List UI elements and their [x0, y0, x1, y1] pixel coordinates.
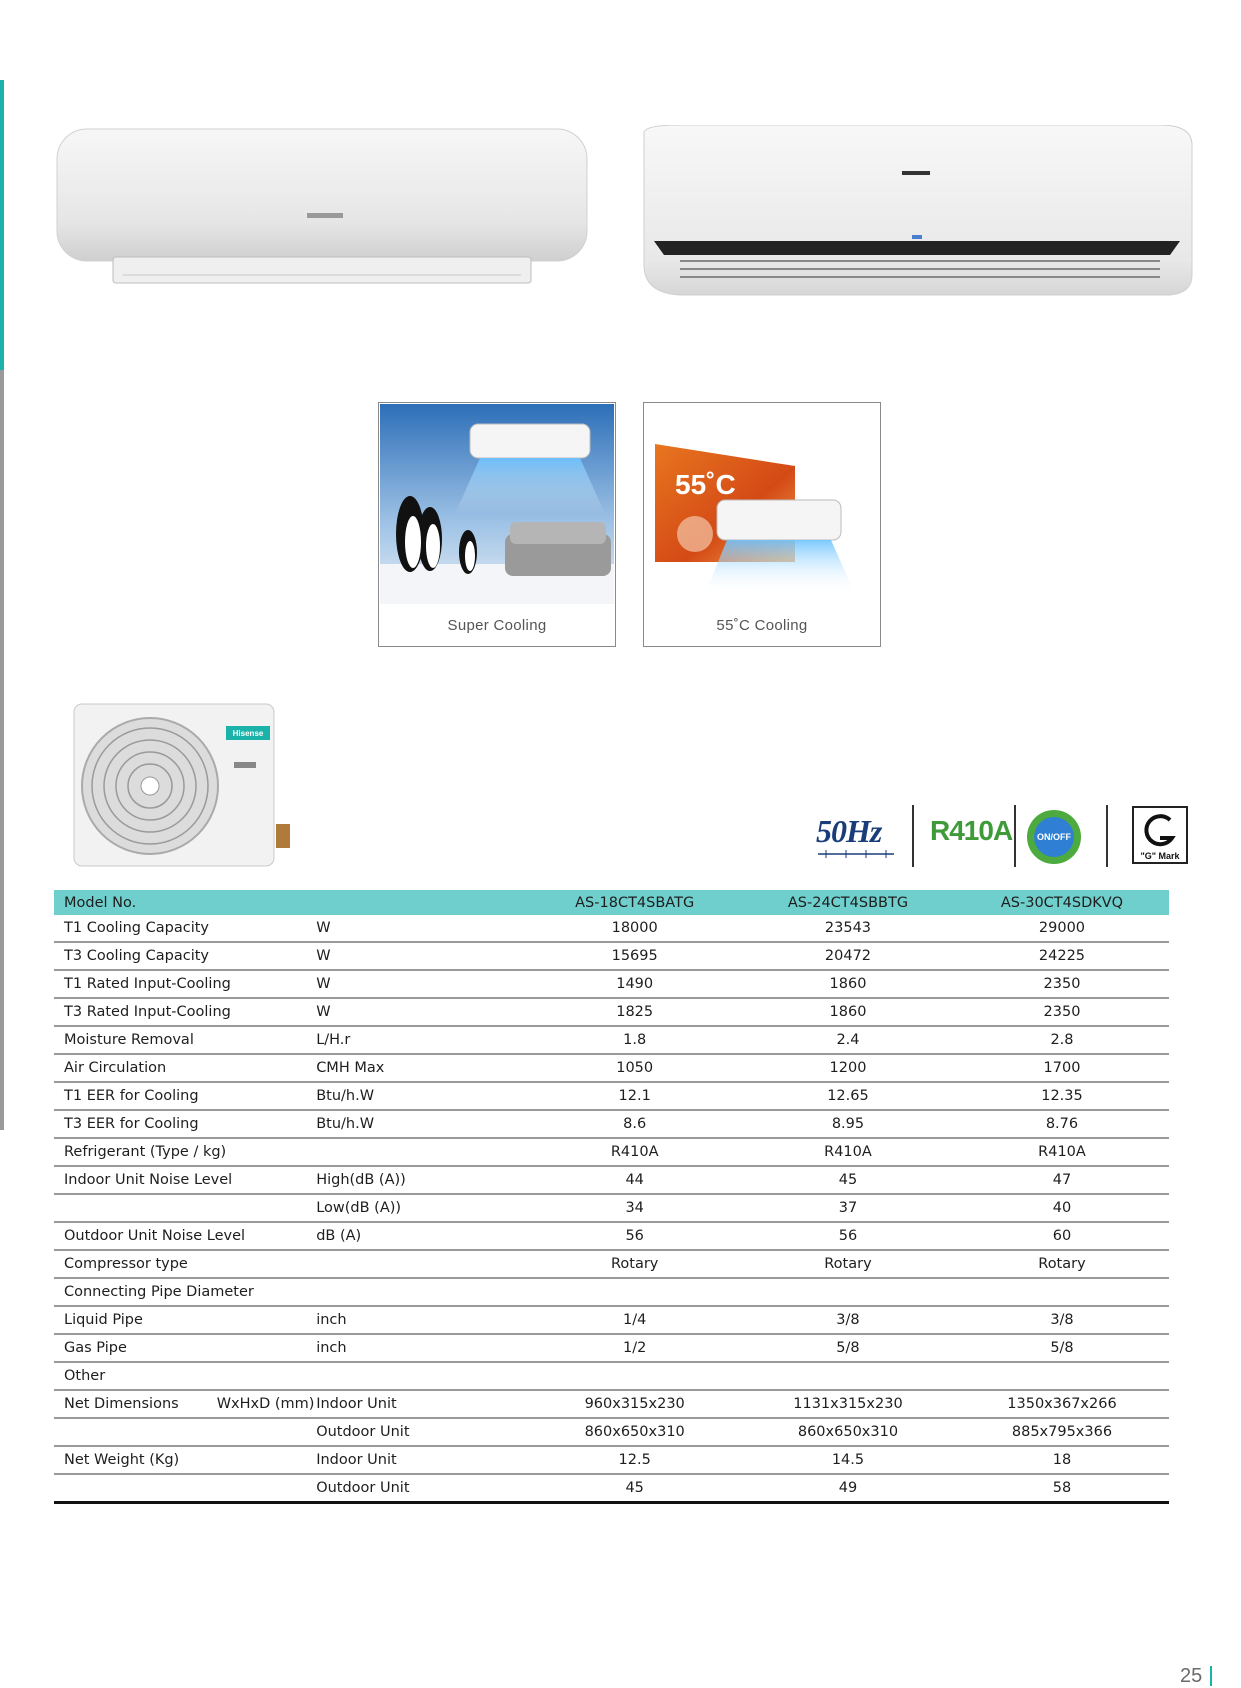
- spec-label: Outdoor Unit Noise Level: [64, 1228, 246, 1244]
- spec-value-model-3: 24225: [955, 942, 1169, 970]
- spec-value-model-3: 2350: [955, 970, 1169, 998]
- spec-row: [54, 1138, 1169, 1166]
- spec-value-model-1: 15695: [528, 942, 741, 970]
- spec-value-model-2: 56: [741, 1222, 955, 1250]
- spec-value-model-3: 58: [955, 1474, 1169, 1503]
- spec-row: [54, 970, 1169, 998]
- spec-value-model-3: 5/8: [955, 1334, 1169, 1362]
- spec-value-model-3: 8.76: [955, 1110, 1169, 1138]
- spec-row: [54, 1334, 1169, 1362]
- spec-label-cell: [54, 1390, 316, 1418]
- spec-label: T3 Rated Input-Cooling: [64, 1004, 231, 1020]
- spec-value-model-3: [955, 1278, 1169, 1306]
- spec-value-model-3: R410A: [955, 1138, 1169, 1166]
- spec-unit: inch: [316, 1334, 528, 1362]
- spec-row: [54, 1418, 1169, 1446]
- spec-value-model-3: 18: [955, 1446, 1169, 1474]
- spec-unit: Indoor Unit: [316, 1446, 528, 1474]
- spec-value-model-2: 5/8: [741, 1334, 955, 1362]
- header-model-label: Model No.: [54, 890, 528, 915]
- spec-label: T3 EER for Cooling: [64, 1116, 199, 1132]
- spec-label-cell: [54, 1306, 316, 1334]
- spec-header-row: [54, 890, 1169, 915]
- spec-value-model-1: 45: [528, 1474, 741, 1503]
- r410a-badge: R410A: [930, 815, 1013, 846]
- spec-unit: W: [316, 915, 528, 942]
- 50hz-badge: 50Hz: [816, 813, 882, 849]
- spec-label-cell: [54, 1222, 316, 1250]
- spec-label: Gas Pipe: [64, 1340, 127, 1356]
- spec-label: Net Dimensions: [64, 1396, 179, 1412]
- spec-label-cell: [54, 1138, 316, 1166]
- spec-value-model-1: 44: [528, 1166, 741, 1194]
- spec-label: Net Weight (Kg): [64, 1452, 180, 1468]
- spec-unit: Low(dB (A)): [316, 1194, 528, 1222]
- spec-value-model-1: 1/2: [528, 1334, 741, 1362]
- spec-value-model-2: R410A: [741, 1138, 955, 1166]
- spec-value-model-2: 1860: [741, 970, 955, 998]
- spec-value-model-2: Rotary: [741, 1250, 955, 1278]
- spec-label-cell: [54, 915, 316, 942]
- spec-unit: Indoor Unit: [316, 1390, 528, 1418]
- spec-value-model-2: 860x650x310: [741, 1418, 955, 1446]
- feature-card-super-cooling: [378, 402, 616, 647]
- spec-row: [54, 1082, 1169, 1110]
- spec-row: [54, 1250, 1169, 1278]
- spec-unit: [316, 1250, 528, 1278]
- spec-value-model-3: 40: [955, 1194, 1169, 1222]
- spec-unit: [316, 1362, 528, 1390]
- spec-row: [54, 1474, 1169, 1503]
- spec-unit: Btu/h.W: [316, 1110, 528, 1138]
- spec-unit: L/H.r: [316, 1026, 528, 1054]
- spec-label-cell: [54, 1054, 316, 1082]
- spec-value-model-2: 20472: [741, 942, 955, 970]
- spec-value-model-2: 12.65: [741, 1082, 955, 1110]
- spec-value-model-1: Rotary: [528, 1250, 741, 1278]
- spec-label-cell: [54, 1110, 316, 1138]
- spec-value-model-2: 14.5: [741, 1446, 955, 1474]
- spec-unit: W: [316, 970, 528, 998]
- spec-row: [54, 915, 1169, 942]
- spec-label-cell: [54, 998, 316, 1026]
- spec-label-cell: [54, 1474, 316, 1503]
- spec-value-model-1: [528, 1362, 741, 1390]
- spec-value-model-3: 29000: [955, 915, 1169, 942]
- badge-divider: [912, 805, 914, 867]
- spec-value-model-1: 860x650x310: [528, 1418, 741, 1446]
- spec-unit: CMH Max: [316, 1054, 528, 1082]
- spec-label-cell: [54, 1446, 316, 1474]
- g-mark-badge: [1132, 806, 1188, 864]
- spec-value-model-3: 3/8: [955, 1306, 1169, 1334]
- spec-row: [54, 1026, 1169, 1054]
- spec-value-model-2: 23543: [741, 915, 955, 942]
- spec-value-model-3: 47: [955, 1166, 1169, 1194]
- header-model-3: AS-30CT4SDKVQ: [955, 890, 1169, 915]
- spec-label-cell: [54, 970, 316, 998]
- feature-badges: [812, 803, 1192, 871]
- spec-value-model-1: 12.5: [528, 1446, 741, 1474]
- header-model-1: AS-18CT4SBATG: [528, 890, 741, 915]
- spec-value-model-3: Rotary: [955, 1250, 1169, 1278]
- header-model-2: AS-24CT4SBBTG: [741, 890, 955, 915]
- spec-label: Liquid Pipe: [64, 1312, 143, 1328]
- spec-label-cell: [54, 1250, 316, 1278]
- spec-unit: W: [316, 998, 528, 1026]
- spec-unit: dB (A): [316, 1222, 528, 1250]
- page-number: 25: [1180, 1665, 1203, 1687]
- badge-divider: [1014, 805, 1016, 867]
- spec-row: [54, 1362, 1169, 1390]
- spec-value-model-3: 12.35: [955, 1082, 1169, 1110]
- spec-label-cell: [54, 1334, 316, 1362]
- spec-unit: Btu/h.W: [316, 1082, 528, 1110]
- spec-value-model-1: 8.6: [528, 1110, 741, 1138]
- spec-label-cell: [54, 1166, 316, 1194]
- spec-label-cell: [54, 1194, 316, 1222]
- page-number-accent: [1210, 1666, 1212, 1686]
- spec-value-model-3: [955, 1362, 1169, 1390]
- spec-value-model-1: [528, 1278, 741, 1306]
- spec-row: [54, 1194, 1169, 1222]
- badge-divider: [1106, 805, 1108, 867]
- spec-label-cell: [54, 942, 316, 970]
- g-mark-label: "G" Mark: [1140, 851, 1180, 861]
- svg-text:ON/OFF: ON/OFF: [1037, 832, 1071, 842]
- spec-label: Indoor Unit Noise Level: [64, 1172, 233, 1188]
- spec-label: T1 Cooling Capacity: [64, 920, 209, 936]
- spec-value-model-3: 2350: [955, 998, 1169, 1026]
- spec-value-model-2: 49: [741, 1474, 955, 1503]
- spec-value-model-2: 8.95: [741, 1110, 955, 1138]
- spec-row: [54, 1446, 1169, 1474]
- spec-value-model-2: 1200: [741, 1054, 955, 1082]
- spec-label: Air Circulation: [64, 1060, 167, 1076]
- g-mark-icon: [1134, 810, 1186, 850]
- spec-unit: [316, 1278, 528, 1306]
- spec-unit: High(dB (A)): [316, 1166, 528, 1194]
- spec-value-model-2: [741, 1278, 955, 1306]
- indoor-unit-image-a: [55, 125, 590, 295]
- spec-row: [54, 1222, 1169, 1250]
- spec-value-model-3: 2.8: [955, 1026, 1169, 1054]
- spec-label-cell: [54, 1082, 316, 1110]
- spec-value-model-2: [741, 1362, 955, 1390]
- spec-value-model-1: 960x315x230: [528, 1390, 741, 1418]
- 50hz-wave-icon: [816, 849, 896, 859]
- spec-unit: W: [316, 942, 528, 970]
- spec-unit: inch: [316, 1306, 528, 1334]
- side-accent-teal: [0, 80, 4, 370]
- spec-label-cell: [54, 1278, 316, 1306]
- spec-value-model-1: 1/4: [528, 1306, 741, 1334]
- spec-value-model-1: 18000: [528, 915, 741, 942]
- spec-unit: [316, 1138, 528, 1166]
- spec-table: [54, 890, 1169, 1504]
- spec-label: Other: [64, 1368, 106, 1384]
- spec-label: T1 Rated Input-Cooling: [64, 976, 231, 992]
- spec-label: Compressor type: [64, 1256, 188, 1272]
- spec-value-model-1: 56: [528, 1222, 741, 1250]
- spec-value-model-1: R410A: [528, 1138, 741, 1166]
- spec-row: [54, 998, 1169, 1026]
- spec-row: [54, 1278, 1169, 1306]
- spec-value-model-2: 3/8: [741, 1306, 955, 1334]
- outdoor-unit-image: [72, 702, 297, 874]
- spec-value-model-1: 1050: [528, 1054, 741, 1082]
- spec-label-cell: [54, 1418, 316, 1446]
- feature-caption: 55˚C Cooling: [716, 617, 808, 634]
- spec-value-model-2: 2.4: [741, 1026, 955, 1054]
- on-off-icon: [1024, 807, 1084, 867]
- indoor-unit-image-b: [640, 125, 1195, 300]
- feature-card-55c-cooling: [643, 402, 881, 647]
- spec-value-model-1: 1.8: [528, 1026, 741, 1054]
- spec-label-cell: [54, 1362, 316, 1390]
- spec-value-model-3: 1700: [955, 1054, 1169, 1082]
- spec-value-model-3: 1350x367x266: [955, 1390, 1169, 1418]
- outdoor-brand-text: Hisense: [232, 729, 264, 738]
- 55c-overlay-text: 55˚C: [675, 469, 736, 500]
- spec-label: Refrigerant (Type / kg): [64, 1144, 227, 1160]
- spec-row: [54, 1390, 1169, 1418]
- spec-value-model-1: 12.1: [528, 1082, 741, 1110]
- super-cooling-illustration: [380, 404, 614, 604]
- spec-value-model-1: 34: [528, 1194, 741, 1222]
- spec-label: Connecting Pipe Diameter: [64, 1284, 254, 1300]
- spec-value-model-2: 1860: [741, 998, 955, 1026]
- spec-value-model-2: 1131x315x230: [741, 1390, 955, 1418]
- spec-unit: Outdoor Unit: [316, 1474, 528, 1503]
- spec-sublabel: WxHxD (mm): [216, 1396, 315, 1412]
- spec-value-model-3: 60: [955, 1222, 1169, 1250]
- spec-label-cell: [54, 1026, 316, 1054]
- spec-value-model-2: 45: [741, 1166, 955, 1194]
- spec-row: [54, 1110, 1169, 1138]
- spec-row: [54, 1166, 1169, 1194]
- spec-row: [54, 1054, 1169, 1082]
- side-accent-bar: [0, 80, 4, 1130]
- spec-value-model-3: 885x795x366: [955, 1418, 1169, 1446]
- spec-unit: Outdoor Unit: [316, 1418, 528, 1446]
- spec-label: T3 Cooling Capacity: [64, 948, 209, 964]
- spec-value-model-1: 1825: [528, 998, 741, 1026]
- 55c-cooling-illustration: [645, 404, 879, 604]
- feature-caption: Super Cooling: [447, 617, 547, 634]
- spec-value-model-1: 1490: [528, 970, 741, 998]
- spec-label: T1 EER for Cooling: [64, 1088, 199, 1104]
- spec-value-model-2: 37: [741, 1194, 955, 1222]
- spec-label: Moisture Removal: [64, 1032, 194, 1048]
- spec-row: [54, 942, 1169, 970]
- spec-row: [54, 1306, 1169, 1334]
